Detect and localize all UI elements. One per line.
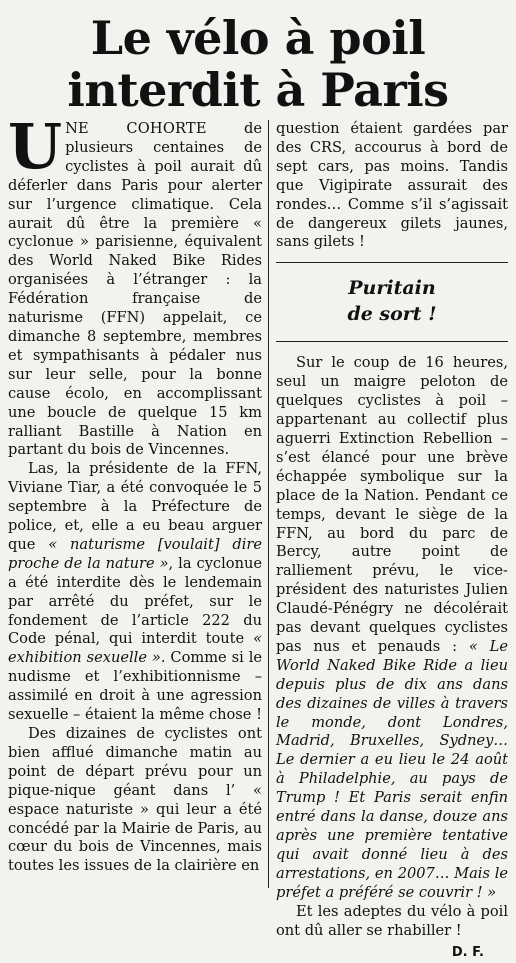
subhead-rule-top [276,262,508,263]
subhead-line-1: Puritain [348,277,436,300]
subhead [276,275,508,327]
article-paragraph-3-continued: question étaient gardées par des CRS, accourus à bord de sept cars, pas moins. Tandis que Vigipirate assurait des rondes… Comme s’il s’agissait de dangereux gilets jaunes, sans gilets ! [276,120,508,251]
article-paragraph-3: Des dizaines de cyclistes ont bien afflué dimanche matin au point de départ prévu pour un pique-nique géant dans l’ « espace naturiste » qui leur a été concédé par la Mairie de Paris, au cœur du bois de Vincennes, mais toutes les issues de la clairière en [8,725,262,875]
subhead-line-2: de sort ! [347,303,437,326]
article-paragraph-1 [8,110,262,460]
headline-line-2: interdit à Paris [67,63,449,117]
lead-caps: NE COHORTE [65,120,207,137]
article-paragraph-2 [8,460,262,725]
drop-cap: U [8,110,63,183]
column-continuation-space [276,120,508,252]
paragraph-1-text: de plusieurs centaines de cyclistes à poil aurait dû déferler dans Paris pour alerter sur l’urgence climatique. Cela aurait dû être la première « cyclonue » parisienne, équivalent des World Naked Bike Rides organisées à l’étranger : la Fédération française de naturisme (FFN) appelait, ce dimanche 8 septembre, membres et sympathisants à pédaler nus sur leur selle, pour la bonne cause écolo, en accomplissant une boucle de quelque 15 km ralliant Bastille à Nation en partant du bois de Vincennes. [8,120,262,459]
headline [6,12,510,116]
quote-naturisme: « naturisme [voulait] dire proche de la nature » [8,535,262,572]
subhead-rule-bottom [276,341,508,342]
column-divider [268,120,269,888]
article-paragraph-5: Et les adeptes du vélo à poil ont dû aller se rhabiller ! [276,902,508,939]
paragraph-2-text-a: Las, la présidente de la FFN, Viviane Tiar, a été convoquée le 5 septembre à la Préfecture de police, et, elle a eu beau arguer que [8,460,262,553]
article-column-right [276,120,508,963]
article-column-left [8,110,262,876]
quote-vice-president: « Le World Naked Bike Ride a lieu depuis plus de dix ans dans des dizaines de villes à travers le monde, dont Londres, Madrid, Bruxelles, Sydney… Le dernier a eu lieu le 24 août à Philadelphie, au pays de Trump ! Et Paris serait enfin entré dans la danse, douze ans après une première tentative qui avait donné lieu à des arrestations, en 2007… Mais le préfet a préféré se couvrir ! » [276,637,508,901]
author-signature: D. F. [451,945,484,961]
paragraph-2-text-b: , la cyclonue a été interdite dès le lendemain par arrêté du préfet, sur le fondement de l’article 222 du Code pénal, qui interdit toute [8,554,262,648]
article-paragraph-4 [276,354,508,902]
quote-exhibition: « exhibition sexuelle » [8,630,262,667]
paragraph-4-text: Sur le coup de 16 heures, seul un maigre peloton de quelques cyclistes à poil – appartenant au collectif plus aguerri Extinction Rebellion – s’est élancé pour une brève échappée symbolique sur la place de la Nation. Pendant ce temps, devant le siège de la FFN, au bord du parc de Bercy, autre point de ralliement prévu, le vice-président des naturistes Julien Claudé-Pénégry ne décolérait pas devant quelques cyclistes pas nus et penauds : [276,354,508,655]
headline-line-1: Le vélo à poil [90,11,426,65]
paragraph-2-text-c: . Comme si le nudisme et l’exhibitionnisme – assimilé en droit à une agression sexuelle – étaient la même chose ! [8,649,262,724]
